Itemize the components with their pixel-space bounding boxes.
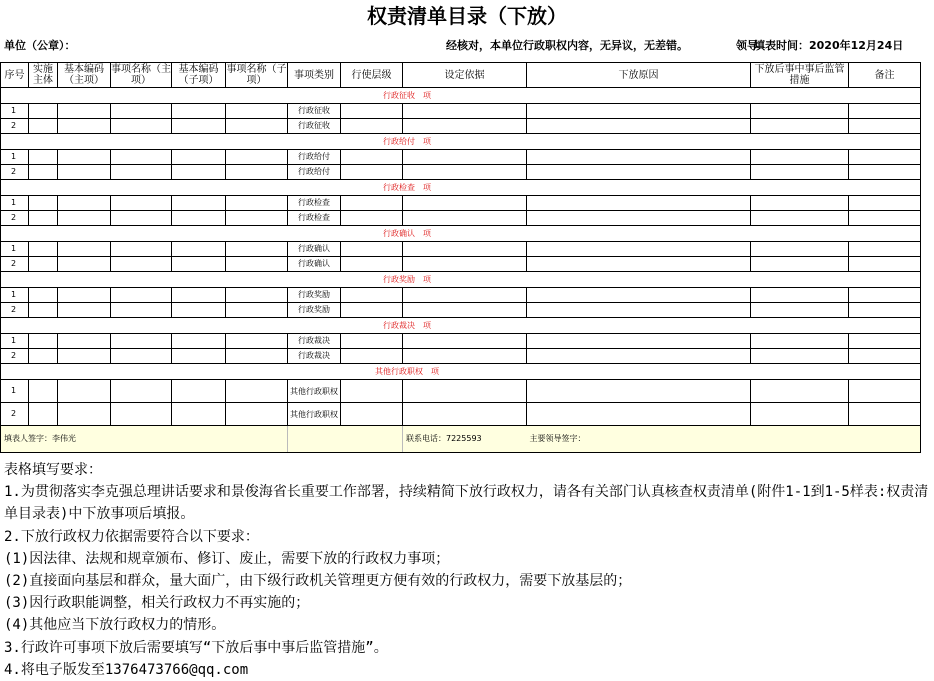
empty-cell	[849, 349, 921, 364]
unit-label: 单位（公章）：	[4, 39, 76, 52]
empty-cell	[403, 165, 527, 180]
empty-cell	[172, 196, 226, 211]
row-number: 2	[1, 257, 29, 272]
table-row	[1, 196, 921, 211]
empty-cell	[341, 380, 403, 403]
column-header: 事项名称（子项）	[226, 64, 287, 86]
item-type-cell: 行政确认	[288, 257, 341, 272]
empty-cell	[226, 119, 288, 134]
blank-cell	[1, 226, 288, 242]
empty-cell	[849, 257, 921, 272]
empty-cell	[527, 349, 751, 364]
instruction-line: (4)其他应当下放行政权力的情形。	[4, 617, 226, 634]
empty-cell	[341, 288, 403, 303]
table-row	[1, 380, 921, 403]
instruction-line: 2.下放行政权力依据需要符合以下要求：	[4, 528, 259, 545]
empty-cell	[172, 165, 226, 180]
row-number: 1	[1, 334, 29, 349]
empty-cell	[29, 288, 58, 303]
empty-cell	[111, 150, 172, 165]
empty-cell	[849, 380, 921, 403]
empty-cell	[58, 119, 111, 134]
category-row	[1, 180, 921, 196]
empty-cell	[226, 257, 288, 272]
column-header: 下放原因	[527, 63, 751, 88]
empty-cell	[226, 196, 288, 211]
blank-cell	[527, 364, 921, 380]
empty-cell	[403, 119, 527, 134]
empty-cell	[849, 119, 921, 134]
item-type-cell: 行政奖励	[288, 303, 341, 318]
column-header: 事项名称（主项）	[111, 64, 171, 86]
empty-cell	[58, 303, 111, 318]
empty-cell	[849, 288, 921, 303]
row-number: 2	[1, 303, 29, 318]
empty-cell	[849, 104, 921, 119]
empty-cell	[527, 303, 751, 318]
instruction-line: 3.行政许可事项下放后需要填写“下放后事中事后监管措施”。	[4, 639, 388, 656]
empty-cell	[58, 242, 111, 257]
empty-cell	[58, 165, 111, 180]
empty-cell	[29, 211, 58, 226]
empty-cell	[58, 257, 111, 272]
empty-cell	[751, 334, 849, 349]
empty-cell	[751, 119, 849, 134]
empty-cell	[172, 119, 226, 134]
page-title: 权责清单目录（下放）	[367, 4, 567, 28]
empty-cell	[341, 150, 403, 165]
category-label: 行政检查 项	[288, 180, 527, 196]
empty-cell	[751, 257, 849, 272]
category-label: 行政给付 项	[288, 134, 527, 150]
empty-cell	[403, 257, 527, 272]
empty-cell	[341, 403, 403, 426]
table-row	[1, 211, 921, 226]
empty-cell	[111, 119, 172, 134]
empty-cell	[403, 211, 527, 226]
empty-cell	[751, 303, 849, 318]
column-header: 行使层级	[341, 63, 403, 88]
empty-cell	[403, 349, 527, 364]
empty-cell	[29, 196, 58, 211]
column-header: 基本编码（子项）	[172, 63, 226, 88]
empty-cell	[111, 349, 172, 364]
empty-cell	[58, 288, 111, 303]
table-row	[1, 403, 921, 426]
empty-cell	[751, 380, 849, 403]
row-number: 1	[1, 150, 29, 165]
empty-cell	[849, 334, 921, 349]
instruction-line: (2)直接面向基层和群众，量大面广，由下级行政机关管理更方便有效的行政权力，需要下放基层的；	[4, 573, 632, 590]
empty-cell	[29, 119, 58, 134]
row-number: 1	[1, 242, 29, 257]
empty-cell	[29, 303, 58, 318]
empty-cell	[751, 349, 849, 364]
empty-cell	[226, 334, 288, 349]
empty-cell	[172, 334, 226, 349]
column-header: 基本编码（主项）	[58, 63, 111, 88]
row-number: 1	[1, 288, 29, 303]
table-row	[1, 119, 921, 134]
empty-cell	[172, 211, 226, 226]
blank-cell	[1, 180, 288, 196]
empty-cell	[403, 196, 527, 211]
empty-cell	[58, 196, 111, 211]
empty-cell	[527, 334, 751, 349]
item-type-cell: 行政奖励	[288, 288, 341, 303]
empty-cell	[751, 403, 849, 426]
empty-cell	[751, 165, 849, 180]
empty-cell	[172, 242, 226, 257]
blank-cell	[527, 272, 921, 288]
empty-cell	[111, 303, 172, 318]
category-label: 行政奖励 项	[288, 272, 527, 288]
blank-cell	[1, 134, 288, 150]
empty-cell	[527, 196, 751, 211]
empty-cell	[403, 303, 527, 318]
blank-cell	[527, 88, 921, 104]
empty-cell	[403, 242, 527, 257]
empty-cell	[172, 303, 226, 318]
item-type-cell: 其他行政职权	[288, 403, 341, 426]
category-label: 行政裁决 项	[288, 318, 527, 334]
row-number: 1	[1, 380, 29, 403]
empty-cell	[341, 104, 403, 119]
blank-cell	[1, 88, 288, 104]
category-row	[1, 88, 921, 104]
empty-cell	[29, 334, 58, 349]
empty-cell	[58, 349, 111, 364]
item-type-cell: 行政征收	[288, 119, 341, 134]
empty-cell	[29, 257, 58, 272]
empty-cell	[527, 150, 751, 165]
blank-cell	[527, 226, 921, 242]
instruction-line: 1.为贯彻落实李克强总理讲话要求和景俊海省长重要工作部署，持续精简下放行政权力，请各有关部门认真核查权责清单(附件1-1到1-5样表:权责清单目录表)中下放事项后填报。	[4, 484, 929, 523]
table-row	[1, 288, 921, 303]
empty-cell	[403, 334, 527, 349]
empty-cell	[403, 150, 527, 165]
table-row	[1, 349, 921, 364]
empty-cell	[527, 380, 751, 403]
empty-cell	[527, 119, 751, 134]
empty-cell	[29, 380, 58, 403]
empty-cell	[341, 196, 403, 211]
empty-cell	[111, 257, 172, 272]
empty-cell	[527, 165, 751, 180]
empty-cell	[751, 211, 849, 226]
contact-phone: 联系电话：7225593	[403, 426, 527, 453]
empty-cell	[172, 150, 226, 165]
empty-cell	[111, 104, 172, 119]
blank-cell	[527, 318, 921, 334]
blank-cell	[1, 318, 288, 334]
category-row	[1, 226, 921, 242]
empty-cell	[226, 104, 288, 119]
category-label: 行政征收 项	[288, 88, 527, 104]
empty-cell	[111, 334, 172, 349]
column-header: 设定依据	[403, 63, 527, 88]
table-row	[1, 150, 921, 165]
empty-cell	[403, 104, 527, 119]
empty-cell	[226, 165, 288, 180]
empty-cell	[172, 104, 226, 119]
empty-cell	[527, 403, 751, 426]
empty-cell	[111, 196, 172, 211]
empty-cell	[29, 150, 58, 165]
empty-cell	[849, 165, 921, 180]
category-row	[1, 364, 921, 380]
row-number: 1	[1, 196, 29, 211]
empty-cell	[111, 288, 172, 303]
blank-cell	[1, 364, 288, 380]
row-number: 2	[1, 211, 29, 226]
empty-cell	[58, 403, 111, 426]
blank-cell	[527, 180, 921, 196]
empty-cell	[226, 380, 288, 403]
empty-cell	[58, 334, 111, 349]
empty-cell	[849, 242, 921, 257]
signature-row	[1, 426, 921, 453]
instruction-line: (3)因行政职能调整，相关行政权力不再实施的；	[4, 595, 310, 612]
rights-list-table	[0, 62, 921, 453]
empty-cell	[849, 150, 921, 165]
empty-cell	[341, 334, 403, 349]
empty-cell	[527, 211, 751, 226]
instruction-line: (1)因法律、法规和规章颁布、修订、废止，需要下放的行政权力事项；	[4, 550, 450, 567]
item-type-cell: 行政检查	[288, 196, 341, 211]
blank-cell	[527, 134, 921, 150]
table-row	[1, 257, 921, 272]
empty-cell	[751, 196, 849, 211]
empty-cell	[111, 380, 172, 403]
row-number: 2	[1, 349, 29, 364]
empty-cell	[29, 403, 58, 426]
empty-cell	[226, 303, 288, 318]
empty-cell	[527, 288, 751, 303]
verify-note: 经核对，本单位行政职权内容，无异议，无差错。	[446, 39, 688, 52]
instructions	[4, 459, 930, 681]
empty-cell	[226, 403, 288, 426]
empty-cell	[29, 104, 58, 119]
empty-cell	[341, 242, 403, 257]
empty-cell	[226, 349, 288, 364]
row-number: 2	[1, 165, 29, 180]
empty-cell	[111, 211, 172, 226]
empty-cell	[111, 242, 172, 257]
empty-cell	[751, 242, 849, 257]
category-label: 行政确认 项	[288, 226, 527, 242]
column-header: 实施主体	[29, 63, 58, 88]
empty-cell	[111, 165, 172, 180]
column-header: 事项类别	[288, 63, 341, 88]
item-type-cell: 行政裁决	[288, 349, 341, 364]
item-type-cell: 行政征收	[288, 104, 341, 119]
item-type-cell: 行政给付	[288, 165, 341, 180]
empty-cell	[341, 303, 403, 318]
empty-cell	[403, 403, 527, 426]
blank-cell	[288, 426, 403, 453]
row-number: 1	[1, 104, 29, 119]
table-row	[1, 303, 921, 318]
empty-cell	[58, 104, 111, 119]
category-row	[1, 318, 921, 334]
empty-cell	[849, 403, 921, 426]
empty-cell	[341, 349, 403, 364]
blank-cell	[1, 272, 288, 288]
leader-signature: 主要领导签字：	[527, 426, 921, 453]
table-row	[1, 334, 921, 349]
empty-cell	[403, 288, 527, 303]
empty-cell	[58, 150, 111, 165]
category-row	[1, 134, 921, 150]
empty-cell	[172, 380, 226, 403]
row-number: 2	[1, 119, 29, 134]
instruction-line: 表格填写要求：	[4, 462, 102, 478]
empty-cell	[849, 196, 921, 211]
empty-cell	[172, 288, 226, 303]
empty-cell	[226, 288, 288, 303]
empty-cell	[527, 242, 751, 257]
empty-cell	[849, 303, 921, 318]
item-type-cell: 行政确认	[288, 242, 341, 257]
empty-cell	[226, 211, 288, 226]
empty-cell	[527, 257, 751, 272]
column-header: 序号	[1, 63, 29, 88]
fill-date: 填表时间：2020年12月24日	[754, 39, 904, 52]
instruction-line: 4.将电子版发至1376473766@qq.com	[4, 661, 249, 678]
empty-cell	[29, 165, 58, 180]
header-row	[1, 63, 921, 88]
empty-cell	[341, 165, 403, 180]
table-row	[1, 165, 921, 180]
empty-cell	[29, 349, 58, 364]
empty-cell	[751, 104, 849, 119]
empty-cell	[751, 150, 849, 165]
empty-cell	[849, 211, 921, 226]
empty-cell	[58, 380, 111, 403]
empty-cell	[341, 211, 403, 226]
category-row	[1, 272, 921, 288]
category-label: 其他行政职权 项	[288, 364, 527, 380]
item-type-cell: 其他行政职权	[288, 380, 341, 403]
empty-cell	[341, 257, 403, 272]
empty-cell	[226, 150, 288, 165]
empty-cell	[341, 119, 403, 134]
empty-cell	[226, 242, 288, 257]
truncated-label: 领导	[736, 39, 758, 52]
row-number: 2	[1, 403, 29, 426]
empty-cell	[172, 349, 226, 364]
empty-cell	[58, 211, 111, 226]
empty-cell	[403, 380, 527, 403]
filler-signature: 填表人签字：李伟光	[1, 426, 288, 453]
item-type-cell: 行政给付	[288, 150, 341, 165]
column-header: 下放后事中事后监管措施	[751, 63, 849, 88]
empty-cell	[172, 257, 226, 272]
empty-cell	[527, 104, 751, 119]
column-header: 备注	[849, 63, 921, 88]
empty-cell	[751, 288, 849, 303]
item-type-cell: 行政检查	[288, 211, 341, 226]
table-row	[1, 104, 921, 119]
table-row	[1, 242, 921, 257]
item-type-cell: 行政裁决	[288, 334, 341, 349]
empty-cell	[29, 242, 58, 257]
empty-cell	[111, 403, 172, 426]
empty-cell	[172, 403, 226, 426]
